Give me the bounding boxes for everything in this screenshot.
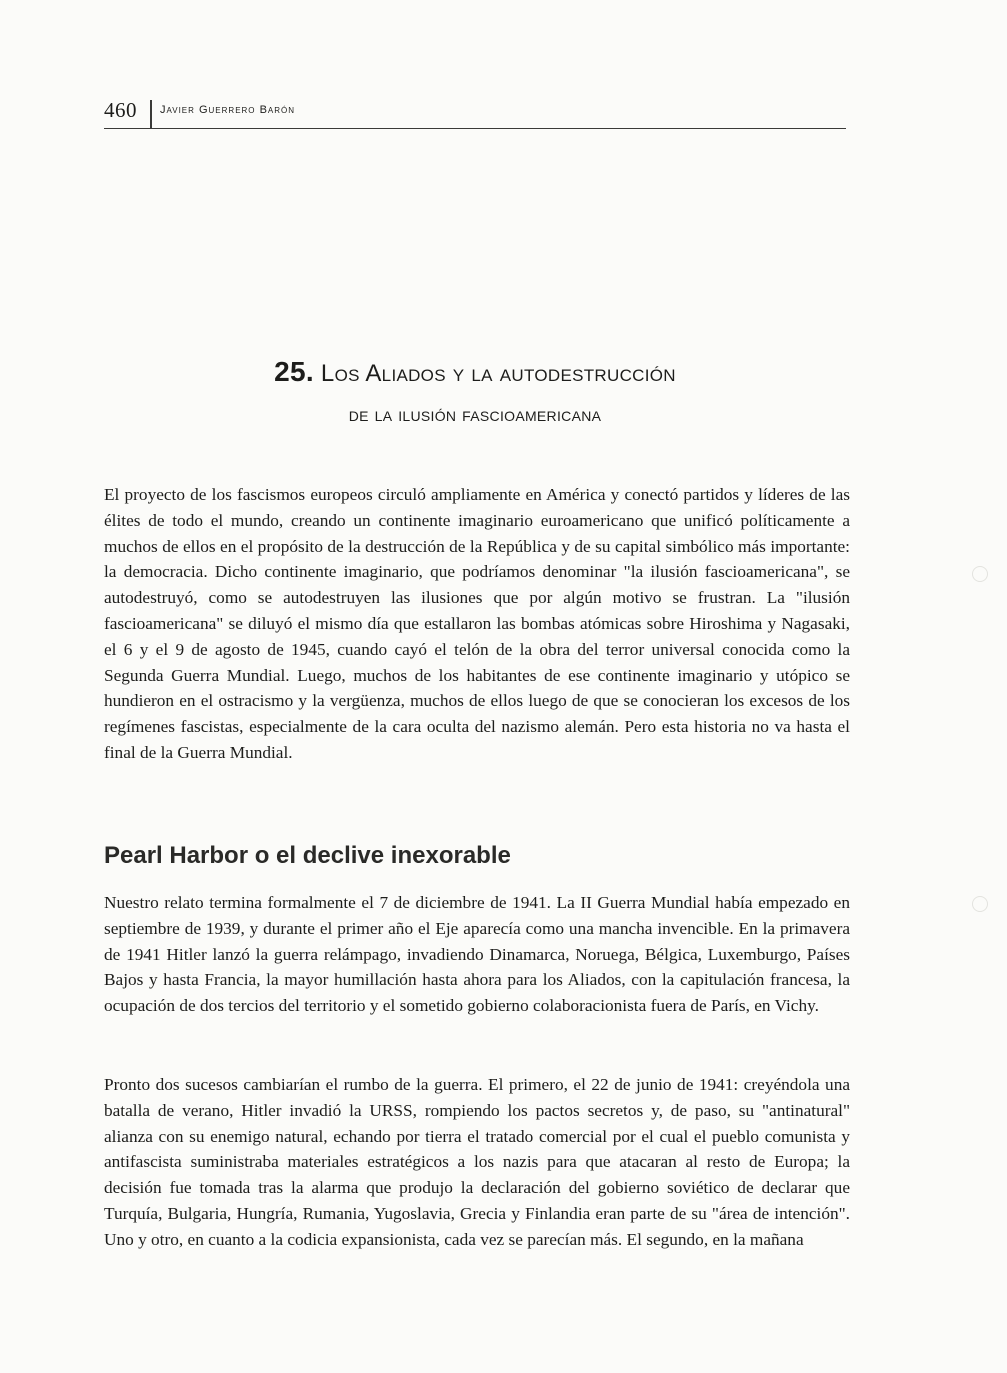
running-header [104,96,846,129]
chapter-title-line1 [104,352,846,394]
section-paragraph-1: Nuestro relato termina formalmente el 7 de diciembre de 1941. La II Guerra Mundial había empezado en septiembre de 1939, y durante el primer año el Eje aparecía como una mancha invencible. En la primavera de 1941 Hitler lanzó la guerra relámpago, invadiendo Dinamarca, Noruega, Bélgica, Luxemburgo, Países Bajos y hasta Francia, la mayor humillación hasta ahora para los Aliados, con la capitulación francesa, la ocupación de dos tercios del territorio y el sometido gobierno colaboracionista fuera de París, en Vichy. [104,893,850,1016]
header-divider [150,100,152,128]
chapter-number: 25. [274,356,314,387]
chapter-subtitle: de la ilusión fascioamericana [348,404,602,426]
chapter-title [104,352,846,430]
section-heading: Pearl Harbor o el declive inexorable [104,842,511,869]
page-number: 460 [104,98,137,122]
scan-hole-mark [972,896,988,912]
running-author: Javier Guerrero Barón [160,104,296,116]
intro-paragraph: El proyecto de los fascismos europeos circuló ampliamente en América y conectó partidos y líderes de las élites de todo el mundo, creando un continente imaginario euroamericano que unificó políticamente a muchos de ellos en el propósito de la destrucción de la República y de su capital simbólico más importante: la democracia. Dicho continente imaginario, que podríamos denominar "la ilusión fascioamericana", se autodestruyó, como se autodestruyen las ilusiones que por algún motivo se frustran. La "ilusión fascioamericana" se diluyó el mismo día que estallaron las bombas atómicas sobre Hiroshima y Nagasaki, el 6 y el 9 de agosto de 1945, cuando cayó el telón de la obra del terror universal conocida como la Segunda Guerra Mundial. Luego, muchos de los habitantes de ese continente imaginario y utópico se hundieron en el ostracismo y la vergüenza, muchos de ellos luego de que se conocieran los excesos de los regímenes fascistas, especialmente de la cara oculta del nazismo alemán. Pero esta historia no va hasta el final de la Guerra Mundial. [104,485,850,762]
chapter-title-text: Los Aliados y la autodestrucción [320,360,676,387]
scan-hole-mark [972,566,988,582]
section-paragraph-2: Pronto dos sucesos cambiarían el rumbo de la guerra. El primero, el 22 de junio de 1941: creyéndola una batalla de verano, Hitler invadió la URSS, rompiendo los pactos secretos y, de paso, su "antinatural" alianza con su enemigo natural, echando por tierra el tratado comercial por el cual el pueblo comunista y antifascista suministraba materiales estratégicos a los nazis para que atacaran al resto de Europa; la decisión fue tomada tras la alarma que produjo la declaración del gobierno soviético de declarar que Turquía, Bulgaria, Hungría, Rumania, Yugoslavia, Grecia y Finlandia eran parte de su "área de intención". Uno y otro, en cuanto a la codicia expansionista, cada vez se parecían más. El segundo, en la mañana [104,1075,850,1249]
